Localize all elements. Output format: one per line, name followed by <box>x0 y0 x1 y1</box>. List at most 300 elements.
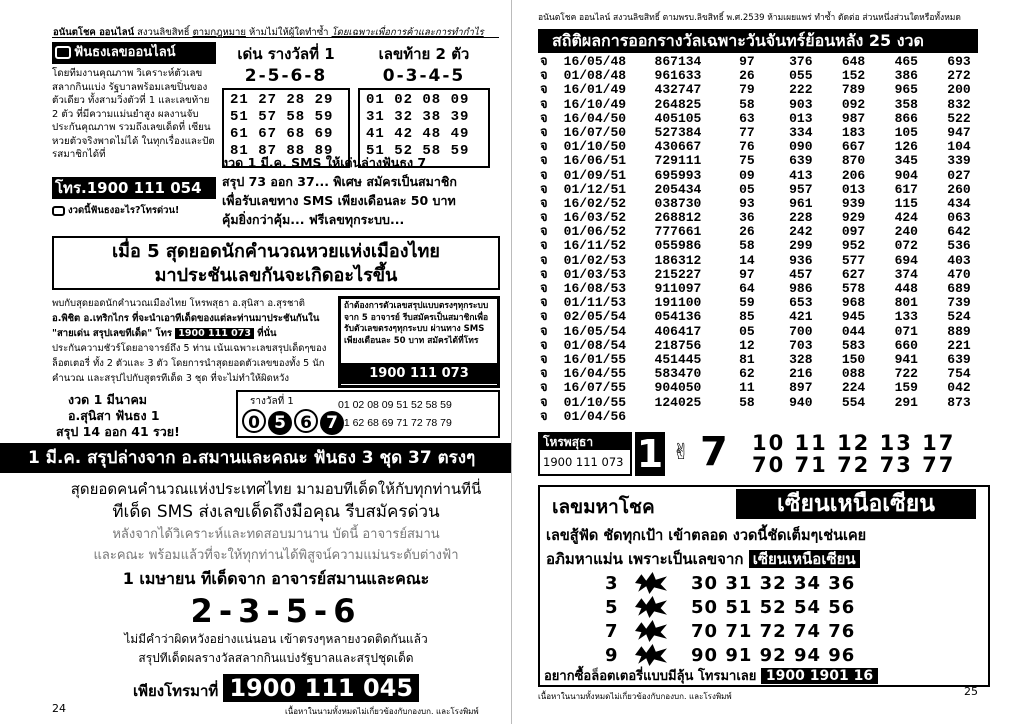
stats-cell: 58 <box>739 238 755 254</box>
headline-box: เมื่อ 5 สุดยอดนักคำนวณหวยแห่งเมืองไทย มาประชันเลขกันจะเกิดอะไรขึ้น <box>52 236 500 290</box>
stats-cell: 221 <box>947 337 971 353</box>
stats-cell: 186312 <box>654 252 702 268</box>
stats-cell: 26 <box>739 224 755 240</box>
stats-cell: 133 <box>894 309 918 325</box>
stats-cell: 358 <box>894 96 918 112</box>
stats-row <box>540 239 1000 253</box>
stats-cell: 667 <box>841 139 866 155</box>
stats-cell: 64 <box>739 281 755 296</box>
stats-row <box>540 353 1000 367</box>
stats-cell: 940 <box>789 394 813 410</box>
stats-cell: 05 <box>739 181 755 197</box>
stats-cell: 957 <box>789 181 813 197</box>
stats-cell <box>789 410 842 424</box>
article-text: พบกับสุดยอดนักคำนวณเมืองไทย โหรพสุธา อ.สุนิสา อ.สุรชาติ อ.พิชิต อ.เทริกไกร ที่จะนำเอาทีเด็ดของแต่ละท่านมาประชันกันใน "สายเด่น สรุปเลขทีเด็ด" โทร 1900 111 073 ที่นั่น ประกันความชัวร์โดยอาจารย์ถึง 5 ท่าน เน้นเฉพาะเลขสรุปเด็ดๆของ ล็อตเตอรี่ ทั้ง 2 ตัวและ 3 ตัว โดยการนำสุดยอดตัวเลขของทั้ง 5 นัก คำนวณ และสรุปไปกับสูตรทีเด็ด 3 ชุด ที่จะไม่ทำให้ผิดหวัง <box>52 298 327 384</box>
stats-cell: จ <box>540 309 548 325</box>
stats-cell <box>842 410 895 424</box>
stats-cell <box>947 410 1000 424</box>
stats-cell: 376 <box>789 54 813 69</box>
stats-cell: 044 <box>841 323 866 339</box>
left-footer: เนื้อหาในนามทั้งหมดไม่เกี่ยวข้องกับกองบก. และโรงพิมพ์ <box>285 707 479 716</box>
bottom-row: 9 90 91 92 94 96 <box>605 644 856 666</box>
stats-cell: 16/08/53 <box>563 281 627 296</box>
stats-cell: 152 <box>841 68 866 84</box>
stats-cell: 448 <box>894 281 918 296</box>
stats-cell: 945 <box>841 309 866 325</box>
stats-cell: 406417 <box>654 323 702 339</box>
prize1-digits: 2-5-6-8 <box>244 66 328 86</box>
stats-cell: 952 <box>841 238 866 254</box>
stats-cell: 228 <box>789 210 813 226</box>
stats-row <box>540 211 1000 225</box>
stats-cell: 866 <box>894 110 918 126</box>
stats-cell: 694 <box>894 252 918 268</box>
stats-cell <box>895 410 948 424</box>
stats-cell: 240 <box>894 224 918 240</box>
page-number-right: 25 <box>964 685 978 698</box>
stats-cell: 929 <box>841 210 866 226</box>
stats-cell: 16/11/52 <box>563 238 627 254</box>
stats-cell: 911097 <box>654 281 702 296</box>
stats-cell: 013 <box>841 181 866 197</box>
stats-cell: 754 <box>947 366 971 382</box>
stats-cell: จ <box>540 281 548 296</box>
stats-cell: 578 <box>841 281 866 296</box>
last2-numbers: 01 02 08 09 31 32 38 39 41 42 48 49 51 52 58 59 <box>358 88 490 168</box>
stats-cell: 16/01/55 <box>563 351 627 367</box>
stats-cell: 58 <box>739 96 755 112</box>
stats-cell: 627 <box>841 266 866 282</box>
stats-cell: 403 <box>947 252 971 268</box>
stats-cell: 695993 <box>654 167 702 183</box>
stats-cell: 16/07/50 <box>563 124 627 140</box>
stats-cell: 104 <box>947 139 971 155</box>
bottom-line1: เลขสู้ฟัด ชัดทุกเป้า เข้าตลอด งวดนี้ชัดเต็มๆเช่นเคย <box>546 528 867 544</box>
prize1-section <box>222 42 350 168</box>
stats-cell: 777661 <box>654 224 702 240</box>
stats-cell: 05 <box>739 323 755 339</box>
stats-cell: 205434 <box>654 181 702 197</box>
stats-cell: 729111 <box>654 153 702 169</box>
stats-cell: 16/07/55 <box>563 380 627 396</box>
stats-row <box>540 183 1000 197</box>
stats-cell: จ <box>540 408 548 424</box>
stats-row <box>540 140 1000 154</box>
stats-cell: จ <box>540 394 548 410</box>
stats-cell: 260 <box>947 181 971 197</box>
stats-cell: 968 <box>841 295 866 311</box>
hotline-box <box>538 432 632 476</box>
bottom-cta: อยากซื้อล็อตเตอรี่แบบมีลุ้น โทรมาเลย 1900 1901 16 <box>544 665 878 686</box>
stats-cell: 328 <box>789 351 813 367</box>
stats-cell: 055986 <box>654 238 702 254</box>
promo-title: ฟันธงเลขออนไลน์ <box>52 42 216 64</box>
header-rule <box>52 37 499 38</box>
stats-cell: 903 <box>789 96 813 112</box>
stats-cell: 054136 <box>654 309 702 325</box>
stats-cell: จ <box>540 167 548 183</box>
ticket-digits: 0 5 6 7 <box>242 409 346 435</box>
promo-body: โดยทีมงานคุณภาพ วิเคราะห์ตัวเลขสลากกินแบ่ง รัฐบาลพร้อมเลขปิ่นของตัวเดียว ทั้งสามวิ่งตัวที่ 1 และเลขท้าย 2 ตัว ที่มีความแม่นยำสูง ผลงานจับ ประกันคุณภาพ รวมถึงเลขเด็ดที่ เซียนหวยตัวจริงพาดไม่ได้ ในทุกเรื่องและปัตรสมาชิกได้ที่ <box>52 68 215 160</box>
stats-cell: 939 <box>841 195 866 211</box>
stats-cell: 700 <box>789 323 813 339</box>
stats-cell: 722 <box>894 366 918 382</box>
stats-cell: จ <box>540 337 548 353</box>
stats-cell: จ <box>540 139 548 155</box>
stats-cell <box>655 410 740 424</box>
starburst-icon <box>635 572 667 594</box>
stats-cell: 01/10/55 <box>563 394 627 410</box>
stats-cell: 97 <box>739 266 755 282</box>
left-banner: 1 มี.ค. สรุปล่างจาก อ.สมานและคณะ ฟันธง 3 ชุด 37 ตรงๆ <box>0 443 511 473</box>
bottom-title: เซียนเหนือเซียน <box>736 489 976 519</box>
stats-cell: 62 <box>739 366 755 382</box>
stats-cell: 345 <box>894 153 918 169</box>
stats-cell: 150 <box>841 351 866 367</box>
stats-cell: 01/08/54 <box>563 337 627 353</box>
stats-row <box>540 225 1000 239</box>
stats-cell: 01/04/56 <box>563 408 627 424</box>
hotline-phone[interactable]: 1900 111 073 <box>543 455 624 469</box>
stats-cell: 904050 <box>654 380 702 396</box>
hotline-numbers: 10 11 12 13 17 70 71 72 73 77 <box>752 431 956 477</box>
stats-cell: 16/10/49 <box>563 96 627 112</box>
stats-cell: 987 <box>841 110 866 126</box>
stats-cell: 465 <box>894 54 918 69</box>
last2-section <box>358 42 490 168</box>
stats-cell: 16/03/52 <box>563 210 627 226</box>
stats-cell: 527384 <box>654 124 702 140</box>
stats-cell: จ <box>540 224 548 240</box>
stats-cell: 85 <box>739 309 755 325</box>
stats-row <box>540 282 1000 296</box>
header-brand: อนันตโชค ออนไลน์ <box>53 27 135 38</box>
stats-cell: 577 <box>841 252 866 268</box>
stats-row <box>540 126 1000 140</box>
stats-cell: จ <box>540 380 548 396</box>
stats-row <box>540 310 1000 324</box>
chat-icon <box>55 46 71 59</box>
stats-cell: 215227 <box>654 266 702 282</box>
stats-cell: 77 <box>739 124 755 140</box>
stats-cell: 936 <box>789 252 813 268</box>
bottom-label: เลขมหาโชค <box>552 496 655 518</box>
stats-cell: 071 <box>894 323 918 339</box>
stats-cell: 554 <box>841 394 866 410</box>
stats-cell: 01/08/48 <box>563 68 627 84</box>
stats-cell: 75 <box>739 153 755 169</box>
sms-sidebox: ถ้าต้องการตัวเลขสรุปแบบตรงๆทุกระบบ จาก 5 อาจารย์ รีบสมัครเป็นสมาชิกเพื่อรับตัวเลขตรงๆทุกระบบ ผ่านทาง SMS เพียงเดือนละ 50 บาท สมัครได้ที่โทร 1900 111 073 <box>338 296 500 388</box>
result-text: งวด 1 มีนาคม อ.สุนิสา ฟันธง 1 สรุป 14 ออก 41 รวย! <box>56 392 180 439</box>
stats-cell: 889 <box>947 323 971 339</box>
stats-cell: 01/09/51 <box>563 167 627 183</box>
stats-cell: 206 <box>841 167 866 183</box>
stats-cell: 97 <box>739 54 755 69</box>
stats-cell: 897 <box>789 380 813 396</box>
stats-row <box>540 367 1000 381</box>
stats-cell: 536 <box>947 238 971 254</box>
stats-cell: 405105 <box>654 110 702 126</box>
stats-cell: 432747 <box>654 82 702 98</box>
stats-cell: 191100 <box>654 295 702 311</box>
stats-cell: 16/06/51 <box>563 153 627 169</box>
stats-cell: 01/06/52 <box>563 224 627 240</box>
bottom-rows <box>605 571 855 667</box>
header-ban: ห้ามไม่ให้ผู้ใดทำซ้ำ <box>248 27 329 38</box>
stats-cell: 14 <box>739 252 755 268</box>
stats-cell: 242 <box>789 224 813 240</box>
stats-cell: 986 <box>789 281 813 296</box>
stats-row <box>540 325 1000 339</box>
stats-row <box>540 98 1000 112</box>
chat-icon <box>52 206 65 216</box>
stats-row <box>540 296 1000 310</box>
last2-title: เลขท้าย 2 ตัว <box>378 45 470 63</box>
stats-cell: 63 <box>739 110 755 126</box>
stats-cell: 434 <box>947 195 971 211</box>
stats-cell: 16/05/54 <box>563 323 627 339</box>
stats-cell: จ <box>540 110 548 126</box>
stats-cell: จ <box>540 96 548 112</box>
stats-cell: 02/05/54 <box>563 309 627 325</box>
stats-cell: 01/10/50 <box>563 139 627 155</box>
stats-cell: 16/04/50 <box>563 110 627 126</box>
sms-block: งวด 1 มี.ค. SMS ให้เด่นล่างฟันธง 7 สรุป 73 ออก 37... พิเศษ สมัครเป็นสมาชิก เพื่อรับเลขทาง SMS เพียงเดือนละ 50 บาท คุ้มยิ่งกว่าคุ้ม... ฟรีเลขทุกระบบ... <box>222 155 457 227</box>
header-law: ตามกฎหมาย <box>192 27 246 38</box>
ticket-numbers: 01 02 08 09 51 52 58 59 61 62 68 69 71 72 78 79 <box>338 399 452 429</box>
cta-phone[interactable]: 1900 1901 16 <box>761 668 878 684</box>
right-page <box>512 0 1024 724</box>
stats-cell: 639 <box>947 351 971 367</box>
victory-hand-icon: ✌ <box>672 440 691 465</box>
stats-cell: 870 <box>841 153 866 169</box>
bottom-row: 7 70 71 72 74 76 <box>605 620 856 642</box>
stats-cell: 904 <box>894 167 918 183</box>
stats-cell: จ <box>540 238 548 254</box>
stats-cell: 374 <box>894 266 918 282</box>
stats-row <box>540 55 1000 69</box>
stats-cell: จ <box>540 252 548 268</box>
stats-cell: 12 <box>739 337 755 353</box>
hotline-digit-1: 1 <box>636 432 664 476</box>
article-phone[interactable]: 1900 111 073 <box>175 328 254 339</box>
stats-cell: 79 <box>739 82 755 98</box>
stats-row <box>540 381 1000 395</box>
stats-row <box>540 396 1000 410</box>
stats-cell: 334 <box>789 124 813 140</box>
stats-cell: 93 <box>739 195 755 211</box>
right-header: อนันตโชค ออนไลน์ สงวนลิขสิทธิ์ ตามพรบ.ลิขสิทธิ์ พ.ศ.2539 ห้ามเผยแพร่ ทำซ้ำ ดัดต่อ ส่วนหนึ่งส่วนใดหรือทั้งหมด <box>538 13 961 23</box>
stats-cell: 524 <box>947 309 971 325</box>
stats-table <box>540 55 1000 424</box>
stats-cell: 867134 <box>654 54 702 69</box>
stats-cell: 965 <box>894 82 918 98</box>
stats-cell: 413 <box>789 167 813 183</box>
stats-cell: 801 <box>894 295 918 311</box>
stats-cell: 088 <box>841 366 866 382</box>
stats-cell: จ <box>540 82 548 98</box>
ticket-label: รางวัลที่ 1 <box>250 396 294 407</box>
hotline-label: โหรพสุธา <box>540 434 630 450</box>
stats-cell: 092 <box>841 96 866 112</box>
stats-cell: 272 <box>947 68 971 84</box>
stats-cell: 027 <box>947 167 971 183</box>
stats-cell: 16/01/49 <box>563 82 627 98</box>
stats-cell: 264825 <box>654 96 702 112</box>
stats-cell: จ <box>540 366 548 382</box>
stats-cell: 126 <box>894 139 918 155</box>
prize1-numbers: 21 27 28 29 51 57 58 59 61 67 68 69 81 87 88 89 <box>222 88 350 168</box>
stats-cell: 063 <box>947 210 971 226</box>
stats-cell: จ <box>540 210 548 226</box>
stats-cell: 36 <box>739 210 755 226</box>
bottom-row: 3 30 31 32 34 36 <box>605 572 856 594</box>
stats-cell: 583470 <box>654 366 702 382</box>
stats-cell: 386 <box>894 68 918 84</box>
stats-cell: 58 <box>739 394 755 410</box>
stats-cell: 424 <box>894 210 918 226</box>
stats-cell: จ <box>540 295 548 311</box>
stats-cell: จ <box>540 181 548 197</box>
stats-cell: จ <box>540 124 548 140</box>
page-number-left: 24 <box>52 702 66 715</box>
promo-tagline: งวดนี้ฟันธงอะไร?โทรด่วน! <box>52 203 216 218</box>
stats-cell: 115 <box>894 195 918 211</box>
stats-cell: จ <box>540 195 548 211</box>
stats-row <box>540 197 1000 211</box>
stats-cell: 183 <box>841 124 866 140</box>
last2-digits: 0-3-4-5 <box>382 66 466 86</box>
prize1-title: เด่น รางวัลที่ 1 <box>237 45 335 63</box>
stats-cell: 617 <box>894 181 918 197</box>
stats-cell: 072 <box>894 238 918 254</box>
stats-cell: 01/12/51 <box>563 181 627 197</box>
stats-cell: จ <box>540 153 548 169</box>
starburst-icon <box>635 596 667 618</box>
stats-cell: 105 <box>894 124 918 140</box>
stats-cell: 200 <box>947 82 971 98</box>
stats-cell: 470 <box>947 266 971 282</box>
starburst-icon <box>635 620 667 642</box>
stats-cell: 653 <box>789 295 813 311</box>
stats-title: สถิติผลการออกรางวัลเฉพาะวันจันทร์ย้อนหลัง 25 งวด <box>538 29 978 53</box>
stats-cell: 421 <box>789 309 813 325</box>
stats-cell: 159 <box>894 380 918 396</box>
big-numbers: 2-3-5-6 <box>190 592 362 630</box>
stats-row <box>540 268 1000 282</box>
stats-cell: 013 <box>789 110 813 126</box>
stats-cell: จ <box>540 323 548 339</box>
stats-cell: 224 <box>841 380 866 396</box>
starburst-icon <box>635 644 667 666</box>
stats-cell: 961 <box>789 195 813 211</box>
stats-row <box>540 112 1000 126</box>
stats-cell: 222 <box>789 82 813 98</box>
stats-cell: 038730 <box>654 195 702 211</box>
stats-row <box>540 254 1000 268</box>
header-copyright: สงวนลิขสิทธิ์ <box>137 27 190 38</box>
stats-cell: 01/02/53 <box>563 252 627 268</box>
stats-cell: 09 <box>739 167 755 183</box>
stats-cell: 218756 <box>654 337 702 353</box>
stats-cell: 648 <box>841 54 866 69</box>
stats-cell: 59 <box>739 295 755 311</box>
stats-cell: 739 <box>947 295 971 311</box>
hotline-digit-2: 7 <box>700 429 728 475</box>
stats-cell: 16/04/55 <box>563 366 627 382</box>
stats-cell: 299 <box>789 238 813 254</box>
stats-cell: 097 <box>841 224 866 240</box>
stats-cell: จ <box>540 54 548 69</box>
stats-cell: 832 <box>947 96 971 112</box>
stats-row <box>540 83 1000 97</box>
stats-cell: 042 <box>947 380 971 396</box>
stats-cell: 291 <box>894 394 918 410</box>
stats-cell: 947 <box>947 124 971 140</box>
stats-cell: 430667 <box>654 139 702 155</box>
stats-cell: 693 <box>947 54 971 69</box>
stats-cell: 124025 <box>654 394 702 410</box>
header-purpose: โดยเฉพาะเพื่อการค้าและการทำกำไร <box>331 27 484 38</box>
stats-cell: 941 <box>894 351 918 367</box>
stats-cell: 522 <box>947 110 971 126</box>
stats-cell: 703 <box>789 337 813 353</box>
stats-cell: 451445 <box>654 351 702 367</box>
stats-row <box>540 169 1000 183</box>
stats-cell: 689 <box>947 281 971 296</box>
stats-cell: จ <box>540 68 548 84</box>
bottom-line2: อภิมหาแม่น เพราะเป็นเลขจาก เซียนเหนือเซียน <box>546 547 860 571</box>
stats-cell: 642 <box>947 224 971 240</box>
stats-cell: 26 <box>739 68 755 84</box>
stats-cell: 660 <box>894 337 918 353</box>
stats-cell: 216 <box>789 366 813 382</box>
stats-cell: 339 <box>947 153 971 169</box>
stats-cell: 457 <box>789 266 813 282</box>
stats-row <box>540 410 1000 424</box>
stats-cell: 01/11/53 <box>563 295 627 311</box>
stats-cell: 16/05/48 <box>563 54 627 69</box>
stats-cell: 16/02/52 <box>563 195 627 211</box>
promo-box <box>52 42 216 226</box>
stats-row <box>540 154 1000 168</box>
promo-phone[interactable]: โทร.1900 111 054 <box>52 177 216 199</box>
stats-cell: 11 <box>739 380 755 396</box>
stats-cell: 961633 <box>654 68 702 84</box>
stats-cell: 789 <box>841 82 866 98</box>
stats-cell: จ <box>540 266 548 282</box>
stats-cell: 055 <box>789 68 813 84</box>
result-ticket <box>236 390 500 438</box>
stats-cell: 01/03/53 <box>563 266 627 282</box>
call-phone[interactable]: 1900 111 045 <box>223 674 419 702</box>
stats-cell: 268812 <box>654 210 702 226</box>
stats-cell: จ <box>540 351 548 367</box>
stats-row <box>540 69 1000 83</box>
stats-row <box>540 339 1000 353</box>
stats-cell: 81 <box>739 351 755 367</box>
stats-cell: 76 <box>739 139 755 155</box>
stats-cell <box>739 410 789 424</box>
sidebox-phone[interactable]: 1900 111 073 <box>341 363 497 384</box>
bottom-panel <box>538 485 990 687</box>
stats-cell: 583 <box>841 337 866 353</box>
stats-cell: 090 <box>789 139 813 155</box>
stats-cell: 639 <box>789 153 813 169</box>
left-body: สุดยอดคนคำนวณแห่งประเทศไทย มามอบทีเด็ดให้กับทุกท่านทีนี่ ทีเด็ด SMS ส่งเลขเด็ดถึงมือคุณ รีบสมัครด่วน หลังจากได้วิเคราะห์และทดสอบมานาน บัดนี้ อาจารย์สมาน และคณะ พร้อมแล้วที่จะให้ทุกท่านได้พิสูจน์ความแม่นระดับต่างฟ้า 1 เมษายน ทีเด็ดจาก อาจารย์สมานและคณะ 2-3-5-6 ไม่มีคำว่าผิดหวังอย่างแน่นอน เข้าตรงๆหลายงวดติดกันแล้ว สรุปทีเด็ดผลรางวัลสลากกินแบ่งรัฐบาลและสรุปชุดเด็ด เพียงโทรมาที่ 1900 111 045 <box>52 478 500 703</box>
right-footer: เนื้อหาในนามทั้งหมดไม่เกี่ยวข้องกับกองบก. และโรงพิมพ์ <box>538 692 732 701</box>
bottom-row: 5 50 51 52 54 56 <box>605 596 856 618</box>
